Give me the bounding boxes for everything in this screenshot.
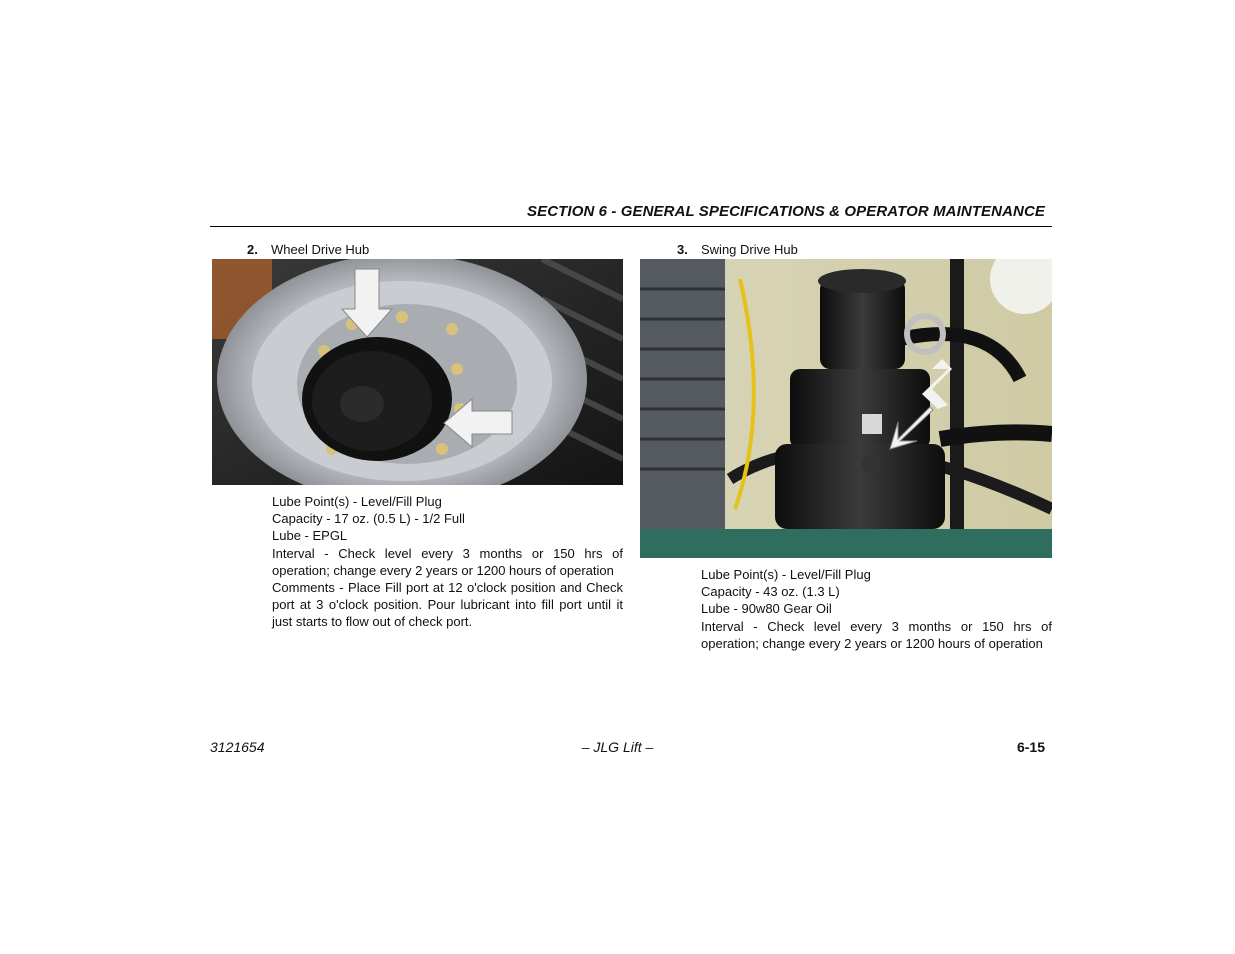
- item-heading-wheel-drive-hub: [247, 242, 369, 257]
- item-title: Wheel Drive Hub: [271, 242, 370, 257]
- document-number: 3121654: [210, 739, 265, 755]
- spec-line: Lube Point(s) - Level/Fill Plug: [701, 567, 871, 582]
- spec-line: Interval - Check level every 3 months or 150 hrs of operation; change every 2 years or 1200 hours of operation: [701, 618, 1052, 651]
- spec-line: Interval - Check level every 3 months or 150 hrs of operation; change every 2 years or 1200 hours of operation: [272, 545, 623, 578]
- swing-drive-hub-specs: [701, 566, 1052, 652]
- spec-line: Capacity - 43 oz. (1.3 L): [701, 584, 840, 600]
- item-title: Swing Drive Hub: [701, 242, 798, 257]
- item-number: 3.: [677, 242, 688, 257]
- wheel-drive-hub-specs: [272, 493, 623, 631]
- item-heading-swing-drive-hub: [677, 242, 798, 257]
- spec-line: Lube Point(s) - Level/Fill Plug: [272, 494, 442, 509]
- spec-line: Capacity - 17 oz. (0.5 L) - 1/2 Full: [272, 511, 465, 527]
- header-divider: [210, 226, 1052, 227]
- item-number: 2.: [247, 242, 258, 257]
- spec-line: Lube - 90w80 Gear Oil: [701, 601, 832, 617]
- brand-footer: – JLG Lift –: [581, 739, 654, 755]
- wheel-drive-hub-photo: [212, 259, 623, 485]
- spec-line: Lube - EPGL: [272, 528, 348, 544]
- spec-line: Comments - Place Fill port at 12 o'clock position and Check port at 3 o'clock position. Pour lubricant into fill port until it just starts to flow out of check port.: [272, 580, 623, 630]
- section-title: SECTION 6 - GENERAL SPECIFICATIONS & OPERATOR MAINTENANCE: [527, 203, 1045, 220]
- page-number: 6-15: [1016, 739, 1045, 755]
- swing-drive-hub-photo: [640, 259, 1052, 558]
